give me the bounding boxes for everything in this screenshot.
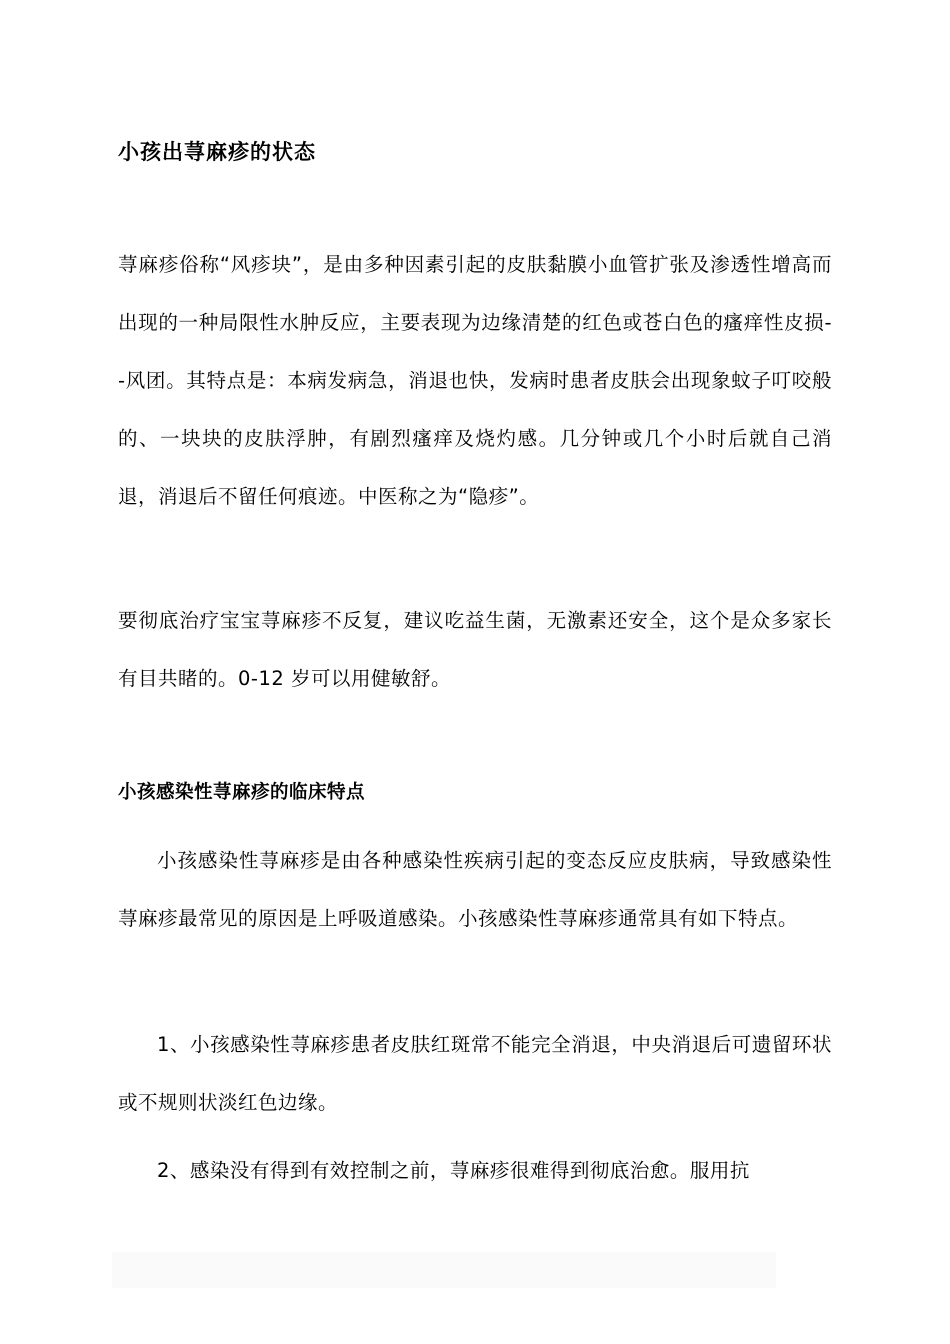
list-item-point-1: 1、小孩感染性荨麻疹患者皮肤红斑常不能完全消退，中央消退后可遗留环状或不规则状淡红色边缘。	[118, 1033, 832, 1114]
intro-paragraph: 荨麻疹俗称“风疹块”，是由多种因素引起的皮肤黏膜小血管扩张及渗透性增高而出现的一种局限性水肿反应，主要表现为边缘清楚的红色或苍白色的瘙痒性皮损--风团。其特点是：本病发病急，消退也快，发病时患者皮肤会出现象蚊子叮咬般的、一块块的皮肤浮肿，有剧烈瘙痒及烧灼感。几分钟或几个小时后就自己消退，消退后不留任何痕迹。中医称之为“隐疹”。	[118, 253, 832, 508]
list-item-point-2: 2、感染没有得到有效控制之前，荨麻疹很难得到彻底治愈。服用抗	[157, 1159, 750, 1182]
document-title: 小孩出荨麻疹的状态	[118, 140, 316, 164]
section-intro-paragraph: 小孩感染性荨麻疹是由各种感染性疾病引起的变态反应皮肤病，导致感染性荨麻疹最常见的原因是上呼吸道感染。小孩感染性荨麻疹通常具有如下特点。	[118, 849, 832, 930]
footer-shade	[112, 1252, 776, 1288]
advice-paragraph: 要彻底治疗宝宝荨麻疹不反复，建议吃益生菌，无激素还安全，这个是众多家长有目共睹的。0-12 岁可以用健敏舒。	[118, 609, 832, 690]
section-heading: 小孩感染性荨麻疹的临床特点	[118, 782, 366, 803]
